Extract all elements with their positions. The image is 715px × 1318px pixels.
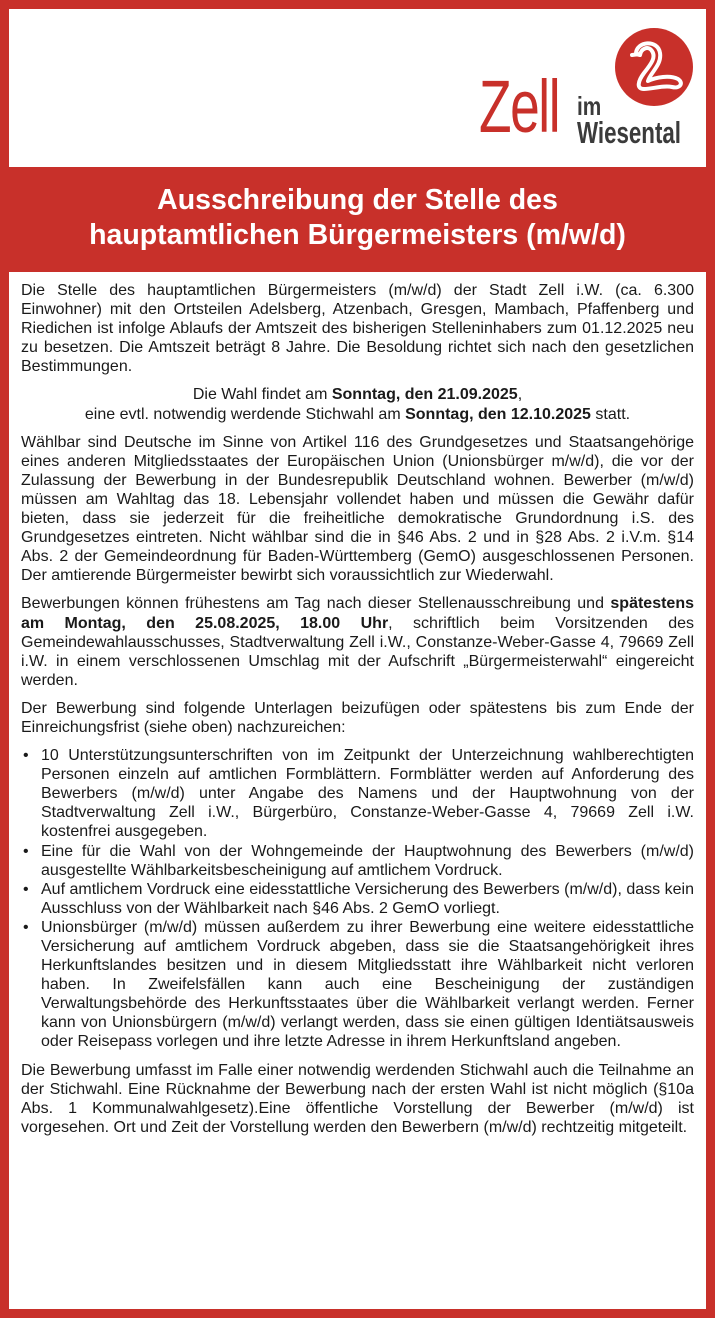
bullet: • [23, 842, 29, 860]
swan-icon [614, 27, 694, 107]
list-item-text: Unionsbürger (m/w/d) müssen außerdem zu ihrer Bewerbung eine weitere eidesstattliche Versicherung auf amtlichem Vordruck abgeben, dass sie die Staatsangehörigkeit ihres Herkunftslandes besitzen und in diesem Mitgliedsstatt ihre Wählbarkeit nicht verloren haben. In Zweifelsfällen kann auch eine Bescheinigung der zuständigen Verwaltungsbehörde des Herkunftsstaates über die Wählbarkeit verlangt werden. Ferner kann von Unionsbürgern (m/w/d) verlangt werden, dass sie einen gültigen Identiätsausweis oder Reisepass vorlegen und ihre letzte Adresse in ihrem Herkunftsland angeben. [41, 918, 694, 1051]
documents-intro: Der Bewerbung sind folgende Unterlagen beizufügen oder spätestens bis zum Ende der Einreichungsfrist (siehe oben) nachzureichen: [21, 699, 694, 736]
title-band [9, 167, 706, 272]
election-line-1-post: , [517, 386, 523, 404]
list-item [21, 746, 694, 841]
bullet: • [23, 747, 29, 765]
documents-list [21, 746, 694, 1052]
list-item [21, 842, 694, 880]
list-item-text: 10 Unterstützungsunterschriften von im Zeitpunkt der Unterzeichnung wahlberechtigten Personen einzeln auf amtlichen Formblättern. Formblätter werden auf Anforderung des Bewerbers (m/w/d) unter Angabe des Namens und der Hauptwohnung von der Stadtverwaltung Zell i.W., Bürgerbüro, Constanze-Weber-Gasse 4, 79669 Zell i.W. kostenfrei ausgegeben. [41, 747, 694, 841]
application-pre: Bewerbungen können frühestens am Tag nach dieser Stellenausschreibung und [21, 595, 611, 613]
closing-paragraph: Die Bewerbung umfasst im Falle einer notwendig werdenden Stichwahl auch die Teilnahme an der Stichwahl. Eine Rücknahme der Bewerbung nach der ersten Wahl ist nicht möglich (§10a Abs. 1 Kommunalwahlgesetz).Eine öffentliche Vorstellung der Bewerber (m/w/d) ist vorgesehen. Ort und Zeit der Vorstellung werden den Bewerbern (m/w/d) rechtzeitig mitgeteilt. [21, 1061, 694, 1136]
eligibility-paragraph: Wählbar sind Deutsche im Sinne von Artikel 116 des Grundgesetzes und Staatsangehörige eines anderen Mitgliedsstaates der Europäischen Union (Unionsbürger m/w/d), die vor der Zulassung der Bewerbung in der Bundesrepublik Deutschland wohnen. Bewerber (m/w/d) müssen am Wahltag das 18. Lebensjahr vollendet haben und müssen die Gewähr dafür bieten, dass sie jederzeit für die freiheitliche demokratische Grundordnung i.S. des Grundgesetzes eintreten. Nicht wählbar sind die in §46 Abs. 2 und in §28 Abs. 2 i.V.m. §14 Abs. 2 der Gemeindeordnung für Baden-Württemberg (GemO) ausgeschlossenen Personen. Der amtierende Bürgermeister bewirbt sich voraussichtlich zur Wiederwahl. [21, 433, 694, 585]
announcement-body [21, 281, 694, 1146]
election-dates [21, 385, 694, 423]
election-line-2-post: statt. [590, 405, 631, 423]
title-line-1: Ausschreibung der Stelle des [157, 184, 558, 216]
list-item [21, 918, 694, 1052]
election-date: Sonntag, den 21.09.2025 [331, 386, 518, 404]
logo-wiesental-text: Wiesental [577, 115, 681, 150]
header [9, 9, 706, 167]
title-line-2: hauptamtlichen Bürgermeisters (m/w/d) [89, 219, 626, 251]
list-item-text: Eine für die Wahl von der Wohngemeinde der Hauptwohnung des Bewerbers (m/w/d) ausgestellte Wählbarkeitsbescheinigung auf amtlichem Vordruck. [41, 842, 694, 879]
application-post: , schriftlich beim Vorsitzenden des Gemeindewahlausschusses, Stadtverwaltung Zell i.W., Constanze-Weber-Gasse 4, 79669 Zell i.W. in einem verschlossenen Umschlag mit der Aufschrift „Bürgermeisterwahl“ eingereicht werden. [21, 614, 695, 689]
logo-zell-text: Zell [479, 65, 560, 148]
runoff-date: Sonntag, den 12.10.2025 [405, 405, 591, 423]
application-paragraph [21, 594, 694, 689]
list-item-text: Auf amtlichem Vordruck eine eidesstattliche Versicherung des Bewerbers (m/w/d), dass kein Ausschluss von der Wählbarkeit nach §46 Abs. 2 GemO vorliegt. [41, 880, 694, 917]
page-title [9, 167, 706, 253]
logo-im-text: im [577, 91, 602, 121]
bullet: • [23, 918, 29, 936]
election-line-1-pre: Die Wahl findet am [192, 386, 332, 404]
application-deadline: spätestens am Montag, den 25.08.2025, 18.00 Uhr [21, 595, 694, 632]
list-item [21, 880, 694, 918]
bullet: • [23, 880, 29, 898]
election-line-2-pre: eine evtl. notwendig werdende Stichwahl am [84, 405, 406, 423]
intro-paragraph: Die Stelle des hauptamtlichen Bürgermeisters (m/w/d) der Stadt Zell i.W. (ca. 6.300 Einwohner) mit den Ortsteilen Adelsberg, Atzenbach, Gresgen, Mambach, Pfaffenberg und Riedichen ist infolge Ablaufs der Amtszeit des bisherigen Stelleninhabers zum 01.12.2025 neu zu besetzen. Die Amtszeit beträgt 8 Jahre. Die Besoldung richtet sich nach den gesetzlichen Bestimmungen. [21, 282, 694, 376]
